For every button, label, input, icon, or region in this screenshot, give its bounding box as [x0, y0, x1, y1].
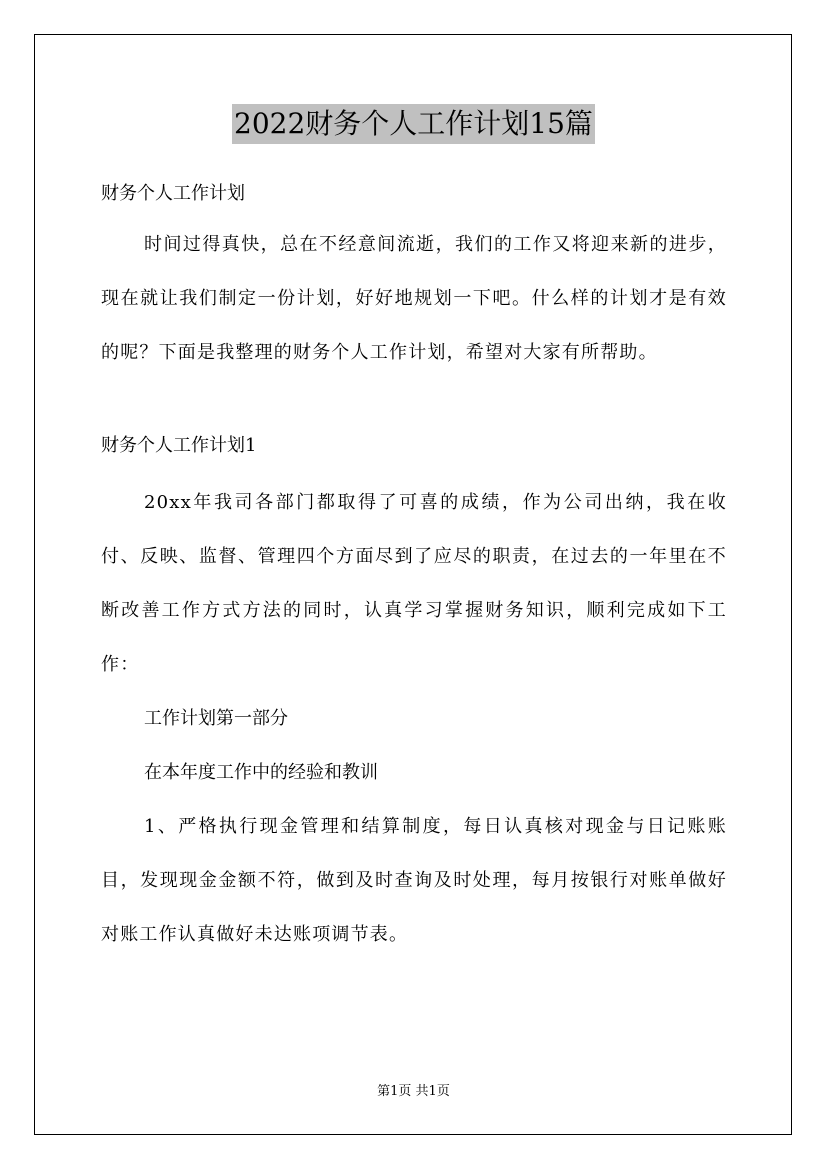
- document-title: 2022财务个人工作计划15篇: [232, 104, 595, 144]
- subheading-part-one: 工作计划第一部分: [144, 708, 288, 729]
- page-footer: 第1页 共1页: [377, 1084, 450, 1099]
- intro-paragraph: 时间过得真快，总在不经意间流逝，我们的工作又将迎来新的进步，现在就让我们制定一份计划，好好地规划一下吧。什么样的计划才是有效的呢？下面是我整理的财务个人工作计划，希望对大家有所帮助。: [101, 234, 727, 363]
- document-body: [101, 170, 727, 962]
- section1-heading: 财务个人工作计划1: [101, 435, 257, 456]
- intro-heading: 财务个人工作计划: [101, 183, 245, 204]
- section-spacer: [101, 380, 727, 422]
- subheading-lessons: 在本年度工作中的经验和教训: [144, 762, 378, 783]
- list-item-1: 1、严格执行现金管理和结算制度，每日认真核对现金与日记账账目，发现现金金额不符，做到及时查询及时处理，每月按银行对账单做好对账工作认真做好未达账项调节表。: [101, 816, 727, 945]
- title-container: [0, 104, 827, 144]
- section1-paragraph: 20xx年我司各部门都取得了可喜的成绩，作为公司出纳，我在收付、反映、监督、管理四个方面尽到了应尽的职责，在过去的一年里在不断改善工作方式方法的同时，认真学习掌握财务知识，顺利完成如下工作：: [101, 492, 727, 675]
